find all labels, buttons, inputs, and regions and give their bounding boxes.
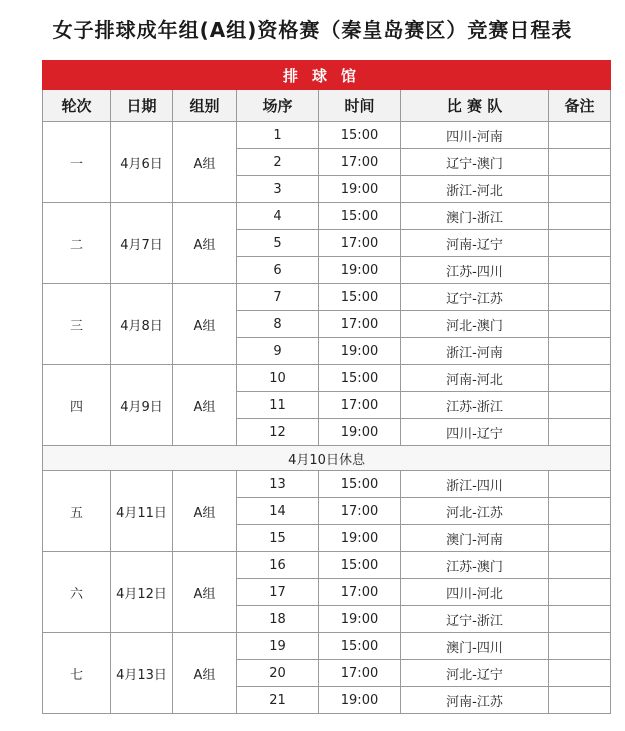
notes-cell (549, 176, 611, 203)
rest-day-row (43, 446, 611, 471)
notes-cell (549, 471, 611, 498)
notes-cell (549, 498, 611, 525)
notes-cell (549, 392, 611, 419)
header-teams: 比 赛 队 (401, 90, 549, 122)
date-cell: 4月7日 (111, 203, 173, 284)
time-cell: 17:00 (319, 660, 401, 687)
time-cell: 17:00 (319, 392, 401, 419)
venue-row (43, 61, 611, 90)
match-no-cell: 7 (237, 284, 319, 311)
teams-cell: 浙江-河南 (401, 338, 549, 365)
match-no-cell: 10 (237, 365, 319, 392)
match-no-cell: 11 (237, 392, 319, 419)
notes-cell (549, 203, 611, 230)
match-no-cell: 14 (237, 498, 319, 525)
time-cell: 19:00 (319, 525, 401, 552)
match-no-cell: 13 (237, 471, 319, 498)
round-cell: 二 (43, 203, 111, 284)
teams-cell: 澳门-浙江 (401, 203, 549, 230)
group-cell: A组 (173, 552, 237, 633)
time-cell: 15:00 (319, 552, 401, 579)
time-cell: 15:00 (319, 633, 401, 660)
teams-cell: 四川-辽宁 (401, 419, 549, 446)
time-cell: 15:00 (319, 365, 401, 392)
teams-cell: 浙江-四川 (401, 471, 549, 498)
notes-cell (549, 338, 611, 365)
date-cell: 4月9日 (111, 365, 173, 446)
time-cell: 15:00 (319, 203, 401, 230)
group-cell: A组 (173, 471, 237, 552)
table-row (43, 471, 611, 498)
date-cell: 4月11日 (111, 471, 173, 552)
schedule-body (43, 61, 611, 714)
time-cell: 19:00 (319, 687, 401, 714)
teams-cell: 江苏-浙江 (401, 392, 549, 419)
group-cell: A组 (173, 122, 237, 203)
match-no-cell: 6 (237, 257, 319, 284)
notes-cell (549, 579, 611, 606)
match-no-cell: 16 (237, 552, 319, 579)
round-cell: 六 (43, 552, 111, 633)
round-cell: 四 (43, 365, 111, 446)
round-cell: 五 (43, 471, 111, 552)
table-row (43, 633, 611, 660)
teams-cell: 河南-河北 (401, 365, 549, 392)
teams-cell: 河南-辽宁 (401, 230, 549, 257)
notes-cell (549, 525, 611, 552)
match-no-cell: 21 (237, 687, 319, 714)
teams-cell: 浙江-河北 (401, 176, 549, 203)
date-cell: 4月13日 (111, 633, 173, 714)
header-notes: 备注 (549, 90, 611, 122)
match-no-cell: 3 (237, 176, 319, 203)
match-no-cell: 18 (237, 606, 319, 633)
time-cell: 15:00 (319, 471, 401, 498)
teams-cell: 辽宁-浙江 (401, 606, 549, 633)
match-no-cell: 17 (237, 579, 319, 606)
notes-cell (549, 687, 611, 714)
date-cell: 4月6日 (111, 122, 173, 203)
time-cell: 17:00 (319, 579, 401, 606)
time-cell: 17:00 (319, 311, 401, 338)
time-cell: 19:00 (319, 338, 401, 365)
time-cell: 17:00 (319, 498, 401, 525)
notes-cell (549, 419, 611, 446)
round-cell: 七 (43, 633, 111, 714)
teams-cell: 河北-辽宁 (401, 660, 549, 687)
header-match-no: 场序 (237, 90, 319, 122)
time-cell: 19:00 (319, 257, 401, 284)
notes-cell (549, 230, 611, 257)
match-no-cell: 2 (237, 149, 319, 176)
date-cell: 4月12日 (111, 552, 173, 633)
match-no-cell: 8 (237, 311, 319, 338)
table-row (43, 552, 611, 579)
notes-cell (549, 257, 611, 284)
match-no-cell: 19 (237, 633, 319, 660)
match-no-cell: 12 (237, 419, 319, 446)
match-no-cell: 1 (237, 122, 319, 149)
group-cell: A组 (173, 284, 237, 365)
header-date: 日期 (111, 90, 173, 122)
notes-cell (549, 149, 611, 176)
group-cell: A组 (173, 365, 237, 446)
time-cell: 19:00 (319, 176, 401, 203)
teams-cell: 澳门-河南 (401, 525, 549, 552)
teams-cell: 澳门-四川 (401, 633, 549, 660)
round-cell: 三 (43, 284, 111, 365)
notes-cell (549, 311, 611, 338)
rest-day-label: 4月10日休息 (43, 446, 611, 471)
notes-cell (549, 284, 611, 311)
table-row (43, 122, 611, 149)
notes-cell (549, 365, 611, 392)
header-round: 轮次 (43, 90, 111, 122)
time-cell: 15:00 (319, 284, 401, 311)
teams-cell: 辽宁-江苏 (401, 284, 549, 311)
notes-cell (549, 122, 611, 149)
notes-cell (549, 633, 611, 660)
time-cell: 17:00 (319, 230, 401, 257)
page-title: 女子排球成年组(A组)资格赛（秦皇岛赛区）竞赛日程表 (52, 18, 573, 42)
teams-cell: 河南-江苏 (401, 687, 549, 714)
match-no-cell: 15 (237, 525, 319, 552)
group-cell: A组 (173, 203, 237, 284)
teams-cell: 江苏-澳门 (401, 552, 549, 579)
header-row (43, 90, 611, 122)
match-no-cell: 4 (237, 203, 319, 230)
teams-cell: 河北-江苏 (401, 498, 549, 525)
teams-cell: 四川-河北 (401, 579, 549, 606)
time-cell: 19:00 (319, 419, 401, 446)
time-cell: 15:00 (319, 122, 401, 149)
match-no-cell: 9 (237, 338, 319, 365)
schedule-table (42, 60, 611, 714)
notes-cell (549, 660, 611, 687)
match-no-cell: 5 (237, 230, 319, 257)
table-row (43, 203, 611, 230)
time-cell: 17:00 (319, 149, 401, 176)
date-cell: 4月8日 (111, 284, 173, 365)
notes-cell (549, 552, 611, 579)
group-cell: A组 (173, 633, 237, 714)
time-cell: 19:00 (319, 606, 401, 633)
match-no-cell: 20 (237, 660, 319, 687)
teams-cell: 河北-澳门 (401, 311, 549, 338)
teams-cell: 四川-河南 (401, 122, 549, 149)
teams-cell: 江苏-四川 (401, 257, 549, 284)
table-row (43, 284, 611, 311)
notes-cell (549, 606, 611, 633)
teams-cell: 辽宁-澳门 (401, 149, 549, 176)
table-row (43, 365, 611, 392)
venue-label: 排球馆 (43, 61, 611, 90)
header-group: 组别 (173, 90, 237, 122)
round-cell: 一 (43, 122, 111, 203)
header-time: 时间 (319, 90, 401, 122)
